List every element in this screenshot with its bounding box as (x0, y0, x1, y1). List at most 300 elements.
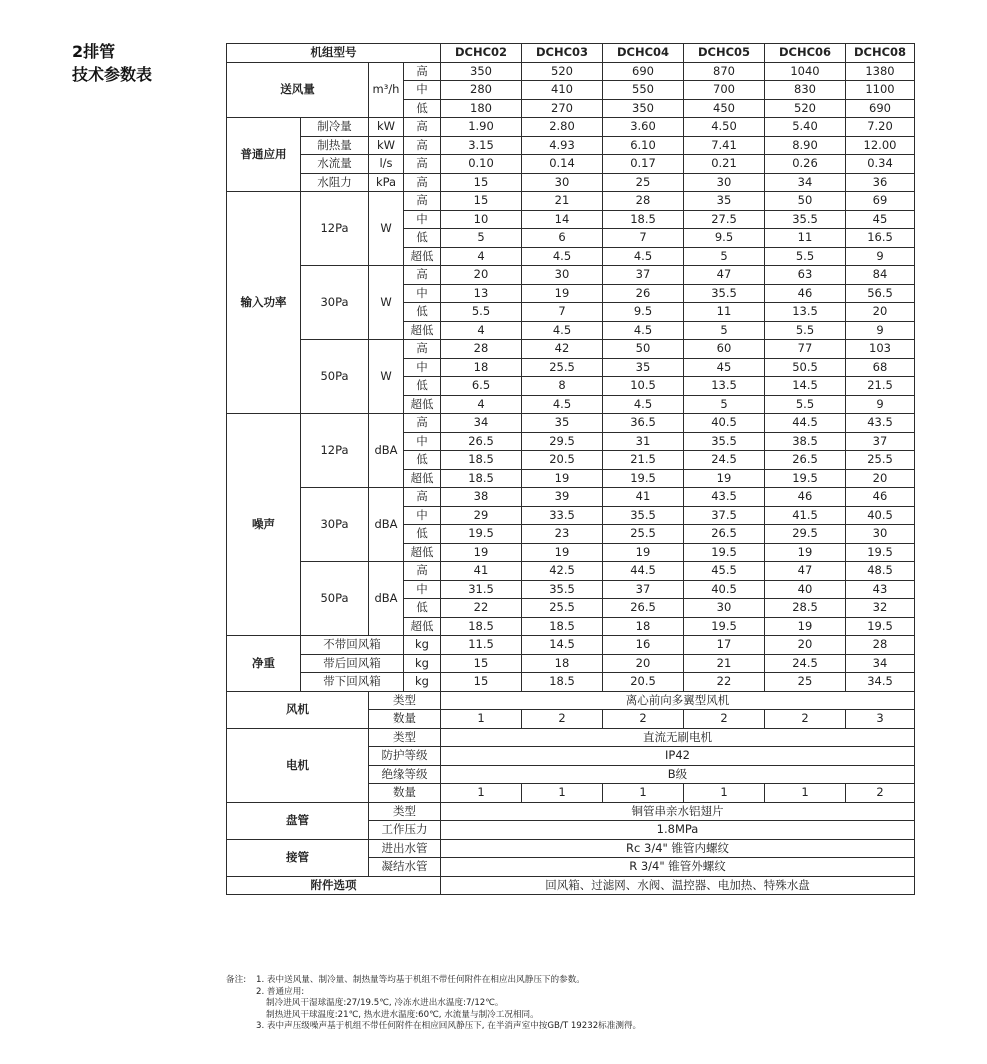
speed-cell: 高 (404, 173, 441, 192)
item-cell: 工作压力 (369, 821, 441, 840)
value-cell: 29 (441, 506, 522, 525)
value-cell: 19 (441, 543, 522, 562)
value-cell: 40 (765, 580, 846, 599)
value-cell: 20 (765, 636, 846, 655)
notes (226, 975, 641, 1033)
speed-cell: 高 (404, 192, 441, 211)
item-cell: 不带回风箱 (301, 636, 404, 655)
value-cell: 30 (522, 173, 603, 192)
value-cell: 29.5 (522, 432, 603, 451)
value-cell: 690 (846, 99, 915, 118)
value-cell: 16 (603, 636, 684, 655)
value-cell: 2 (603, 710, 684, 729)
value-cell: 7 (603, 229, 684, 248)
value-cell: 15 (441, 673, 522, 692)
value-cell: 20 (846, 469, 915, 488)
value-cell: 5.40 (765, 118, 846, 137)
options-value: 回风箱、过滤网、水阀、温控器、电加热、特殊水盘 (441, 876, 915, 895)
general-label: 普通应用 (227, 118, 301, 192)
value-cell: 13.5 (765, 303, 846, 322)
speed-cell: 低 (404, 303, 441, 322)
value-cell: 50 (603, 340, 684, 359)
model-header: DCHC02 (441, 44, 522, 63)
value-cell: 9.5 (603, 303, 684, 322)
unit-cell: kg (404, 673, 441, 692)
value-cell: 1 (684, 784, 765, 803)
value-cell: 3.60 (603, 118, 684, 137)
value-cell: 46 (846, 488, 915, 507)
value-cell: 19.5 (846, 543, 915, 562)
value-cell: 450 (684, 99, 765, 118)
value-cell: 30 (846, 525, 915, 544)
value-cell: 1 (765, 784, 846, 803)
value-cell: 20 (846, 303, 915, 322)
unit-cell: l/s (369, 155, 404, 174)
fan-label: 风机 (227, 691, 369, 728)
options-label: 附件选项 (227, 876, 441, 895)
spec-table (226, 43, 915, 895)
value-cell: 40.5 (684, 414, 765, 433)
motor-insulation-value: B级 (441, 765, 915, 784)
speed-cell: 低 (404, 229, 441, 248)
value-cell: 25.5 (846, 451, 915, 470)
value-cell: 45.5 (684, 562, 765, 581)
value-cell: 11.5 (441, 636, 522, 655)
value-cell: 280 (441, 81, 522, 100)
table-row (227, 488, 915, 507)
value-cell: 38 (441, 488, 522, 507)
value-cell: 4.93 (522, 136, 603, 155)
unit-cell: kW (369, 136, 404, 155)
value-cell: 68 (846, 358, 915, 377)
value-cell: 28.5 (765, 599, 846, 618)
value-cell: 520 (765, 99, 846, 118)
value-cell: 4.5 (603, 395, 684, 414)
value-cell: 11 (765, 229, 846, 248)
value-cell: 0.14 (522, 155, 603, 174)
value-cell: 24.5 (684, 451, 765, 470)
value-cell: 1380 (846, 62, 915, 81)
note-2: 2. 普通应用: (256, 986, 305, 997)
speed-cell: 中 (404, 580, 441, 599)
value-cell: 34 (765, 173, 846, 192)
pressure-cell: 50Pa (301, 340, 369, 414)
item-cell: 进出水管 (369, 839, 441, 858)
value-cell: 18 (441, 358, 522, 377)
speed-cell: 超低 (404, 469, 441, 488)
value-cell: 20.5 (522, 451, 603, 470)
value-cell: 19.5 (846, 617, 915, 636)
value-cell: 5 (441, 229, 522, 248)
value-cell: 410 (522, 81, 603, 100)
value-cell: 4.5 (603, 247, 684, 266)
value-cell: 7.41 (684, 136, 765, 155)
speed-cell: 超低 (404, 321, 441, 340)
value-cell: 13 (441, 284, 522, 303)
unit-cell: W (369, 266, 404, 340)
value-cell: 870 (684, 62, 765, 81)
item-cell: 绝缘等级 (369, 765, 441, 784)
value-cell: 44.5 (765, 414, 846, 433)
item-cell: 制热量 (301, 136, 369, 155)
value-cell: 25 (603, 173, 684, 192)
value-cell: 103 (846, 340, 915, 359)
value-cell: 19.5 (684, 617, 765, 636)
value-cell: 30 (684, 599, 765, 618)
item-cell: 制冷量 (301, 118, 369, 137)
unit-cell: kg (404, 636, 441, 655)
value-cell: 25 (765, 673, 846, 692)
value-cell: 17 (684, 636, 765, 655)
value-cell: 1 (441, 710, 522, 729)
value-cell: 46 (765, 488, 846, 507)
value-cell: 40.5 (846, 506, 915, 525)
value-cell: 20 (441, 266, 522, 285)
item-cell: 数量 (369, 784, 441, 803)
value-cell: 700 (684, 81, 765, 100)
value-cell: 15 (441, 654, 522, 673)
table-row (227, 192, 915, 211)
value-cell: 35.5 (684, 432, 765, 451)
value-cell: 47 (684, 266, 765, 285)
value-cell: 32 (846, 599, 915, 618)
value-cell: 36 (846, 173, 915, 192)
value-cell: 26.5 (765, 451, 846, 470)
model-header: DCHC03 (522, 44, 603, 63)
value-cell: 28 (441, 340, 522, 359)
value-cell: 22 (684, 673, 765, 692)
value-cell: 5 (684, 321, 765, 340)
coil-pressure-value: 1.8MPa (441, 821, 915, 840)
table-row (227, 802, 915, 821)
value-cell: 4.5 (522, 321, 603, 340)
table-row (227, 654, 915, 673)
value-cell: 8 (522, 377, 603, 396)
fan-type-value: 离心前向多翼型风机 (441, 691, 915, 710)
speed-cell: 高 (404, 266, 441, 285)
weight-label: 净重 (227, 636, 301, 692)
value-cell: 26.5 (441, 432, 522, 451)
model-header: DCHC06 (765, 44, 846, 63)
value-cell: 28 (846, 636, 915, 655)
value-cell: 19 (522, 469, 603, 488)
value-cell: 43 (846, 580, 915, 599)
value-cell: 30 (522, 266, 603, 285)
value-cell: 5.5 (765, 395, 846, 414)
value-cell: 19.5 (765, 469, 846, 488)
value-cell: 18.5 (441, 617, 522, 636)
unit-cell: kPa (369, 173, 404, 192)
unit-cell: dBA (369, 414, 404, 488)
item-cell: 凝结水管 (369, 858, 441, 877)
value-cell: 35.5 (522, 580, 603, 599)
value-cell: 6 (522, 229, 603, 248)
value-cell: 43.5 (684, 488, 765, 507)
value-cell: 16.5 (846, 229, 915, 248)
note-2b: 制热进风干球温度:21℃, 热水进水温度:60℃, 水流量与制冷工况相同。 (266, 1009, 539, 1020)
value-cell: 18.5 (522, 617, 603, 636)
table-row (227, 414, 915, 433)
table-row (227, 62, 915, 81)
value-cell: 43.5 (846, 414, 915, 433)
value-cell: 9 (846, 321, 915, 340)
value-cell: 41 (441, 562, 522, 581)
value-cell: 10.5 (603, 377, 684, 396)
speed-cell: 高 (404, 136, 441, 155)
value-cell: 35 (603, 358, 684, 377)
table-row (227, 636, 915, 655)
value-cell: 2 (846, 784, 915, 803)
noise-label: 噪声 (227, 414, 301, 636)
value-cell: 37 (603, 580, 684, 599)
value-cell: 2 (765, 710, 846, 729)
value-cell: 14.5 (522, 636, 603, 655)
value-cell: 0.34 (846, 155, 915, 174)
value-cell: 4 (441, 321, 522, 340)
unit-cell: dBA (369, 562, 404, 636)
item-cell: 类型 (369, 802, 441, 821)
value-cell: 47 (765, 562, 846, 581)
value-cell: 34.5 (846, 673, 915, 692)
value-cell: 19 (522, 284, 603, 303)
value-cell: 25.5 (522, 358, 603, 377)
value-cell: 56.5 (846, 284, 915, 303)
value-cell: 18.5 (522, 673, 603, 692)
value-cell: 18 (522, 654, 603, 673)
value-cell: 350 (441, 62, 522, 81)
item-cell: 水阻力 (301, 173, 369, 192)
value-cell: 2 (684, 710, 765, 729)
value-cell: 5 (684, 395, 765, 414)
pipe-drain-value: R 3/4" 锥管外螺纹 (441, 858, 915, 877)
value-cell: 18.5 (441, 469, 522, 488)
value-cell: 35 (684, 192, 765, 211)
value-cell: 12.00 (846, 136, 915, 155)
table-row (227, 728, 915, 747)
value-cell: 13.5 (684, 377, 765, 396)
value-cell: 19.5 (684, 543, 765, 562)
value-cell: 350 (603, 99, 684, 118)
value-cell: 5 (684, 247, 765, 266)
value-cell: 21.5 (603, 451, 684, 470)
table-row (227, 266, 915, 285)
value-cell: 0.10 (441, 155, 522, 174)
table-row (227, 173, 915, 192)
speed-cell: 超低 (404, 247, 441, 266)
value-cell: 520 (522, 62, 603, 81)
value-cell: 15 (441, 192, 522, 211)
value-cell: 19 (684, 469, 765, 488)
value-cell: 42 (522, 340, 603, 359)
value-cell: 10 (441, 210, 522, 229)
title-line-1: 2排管 (72, 42, 116, 61)
value-cell: 39 (522, 488, 603, 507)
unit-cell: dBA (369, 488, 404, 562)
speed-cell: 低 (404, 451, 441, 470)
speed-cell: 低 (404, 525, 441, 544)
unit-cell: W (369, 340, 404, 414)
value-cell: 19 (765, 617, 846, 636)
value-cell: 41 (603, 488, 684, 507)
value-cell: 270 (522, 99, 603, 118)
speed-cell: 中 (404, 358, 441, 377)
value-cell: 180 (441, 99, 522, 118)
value-cell: 69 (846, 192, 915, 211)
value-cell: 23 (522, 525, 603, 544)
value-cell: 34 (441, 414, 522, 433)
speed-cell: 中 (404, 284, 441, 303)
unit-cell: W (369, 192, 404, 266)
value-cell: 35.5 (684, 284, 765, 303)
value-cell: 37 (603, 266, 684, 285)
value-cell: 36.5 (603, 414, 684, 433)
pressure-cell: 50Pa (301, 562, 369, 636)
speed-cell: 高 (404, 340, 441, 359)
speed-cell: 中 (404, 210, 441, 229)
value-cell: 1.90 (441, 118, 522, 137)
value-cell: 1 (522, 784, 603, 803)
table-row (227, 340, 915, 359)
value-cell: 30 (684, 173, 765, 192)
value-cell: 21 (522, 192, 603, 211)
value-cell: 1040 (765, 62, 846, 81)
notes-label: 备注: (226, 975, 247, 985)
value-cell: 4 (441, 247, 522, 266)
unit-cell: kW (369, 118, 404, 137)
value-cell: 3 (846, 710, 915, 729)
motor-ip-value: IP42 (441, 747, 915, 766)
value-cell: 2.80 (522, 118, 603, 137)
value-cell: 37.5 (684, 506, 765, 525)
speed-cell: 超低 (404, 395, 441, 414)
speed-cell: 高 (404, 562, 441, 581)
speed-cell: 高 (404, 118, 441, 137)
value-cell: 31 (603, 432, 684, 451)
note-1: 1. 表中送风量、制冷量、制热量等均基于机组不带任何附件在相应出风静压下的参数。 (256, 975, 585, 985)
value-cell: 1 (603, 784, 684, 803)
item-cell: 防护等级 (369, 747, 441, 766)
value-cell: 14.5 (765, 377, 846, 396)
value-cell: 4.5 (603, 321, 684, 340)
value-cell: 4.5 (522, 395, 603, 414)
value-cell: 33.5 (522, 506, 603, 525)
pressure-cell: 30Pa (301, 488, 369, 562)
pipe-inlet-value: Rc 3/4" 锥管内螺纹 (441, 839, 915, 858)
value-cell: 4.50 (684, 118, 765, 137)
value-cell: 50.5 (765, 358, 846, 377)
value-cell: 84 (846, 266, 915, 285)
value-cell: 40.5 (684, 580, 765, 599)
table-row (227, 155, 915, 174)
value-cell: 26.5 (684, 525, 765, 544)
value-cell: 5.5 (765, 247, 846, 266)
model-header-label: 机组型号 (227, 44, 441, 63)
value-cell: 60 (684, 340, 765, 359)
pressure-cell: 12Pa (301, 414, 369, 488)
value-cell: 46 (765, 284, 846, 303)
coil-type-value: 铜管串亲水铝翅片 (441, 802, 915, 821)
value-cell: 2 (522, 710, 603, 729)
value-cell: 5.5 (441, 303, 522, 322)
value-cell: 18 (603, 617, 684, 636)
title-line-2: 技术参数表 (72, 65, 153, 84)
note-2a: 制冷进风干湿球温度:27/19.5℃, 冷冻水进出水温度:7/12℃。 (266, 998, 504, 1008)
value-cell: 4.5 (522, 247, 603, 266)
value-cell: 15 (441, 173, 522, 192)
value-cell: 19 (765, 543, 846, 562)
model-header: DCHC05 (684, 44, 765, 63)
value-cell: 550 (603, 81, 684, 100)
value-cell: 26.5 (603, 599, 684, 618)
speed-cell: 高 (404, 62, 441, 81)
value-cell: 44.5 (603, 562, 684, 581)
value-cell: 77 (765, 340, 846, 359)
value-cell: 6.10 (603, 136, 684, 155)
item-cell: 数量 (369, 710, 441, 729)
table-row (227, 673, 915, 692)
value-cell: 21.5 (846, 377, 915, 396)
value-cell: 830 (765, 81, 846, 100)
motor-type-value: 直流无刷电机 (441, 728, 915, 747)
value-cell: 28 (603, 192, 684, 211)
value-cell: 14 (522, 210, 603, 229)
item-cell: 带后回风箱 (301, 654, 404, 673)
speed-cell: 中 (404, 506, 441, 525)
pressure-cell: 30Pa (301, 266, 369, 340)
power-label: 输入功率 (227, 192, 301, 414)
value-cell: 20.5 (603, 673, 684, 692)
speed-cell: 高 (404, 155, 441, 174)
pressure-cell: 12Pa (301, 192, 369, 266)
table-row (227, 876, 915, 895)
table-row (227, 562, 915, 581)
speed-cell: 低 (404, 599, 441, 618)
value-cell: 34 (846, 654, 915, 673)
value-cell: 7 (522, 303, 603, 322)
value-cell: 29.5 (765, 525, 846, 544)
value-cell: 9.5 (684, 229, 765, 248)
value-cell: 41.5 (765, 506, 846, 525)
table-row (227, 44, 915, 63)
value-cell: 0.17 (603, 155, 684, 174)
unit-cell: kg (404, 654, 441, 673)
value-cell: 20 (603, 654, 684, 673)
speed-cell: 低 (404, 99, 441, 118)
value-cell: 26 (603, 284, 684, 303)
value-cell: 63 (765, 266, 846, 285)
value-cell: 22 (441, 599, 522, 618)
value-cell: 35.5 (765, 210, 846, 229)
value-cell: 48.5 (846, 562, 915, 581)
speed-cell: 高 (404, 488, 441, 507)
value-cell: 4 (441, 395, 522, 414)
speed-cell: 中 (404, 81, 441, 100)
value-cell: 25.5 (603, 525, 684, 544)
item-cell: 类型 (369, 728, 441, 747)
value-cell: 3.15 (441, 136, 522, 155)
value-cell: 19 (522, 543, 603, 562)
value-cell: 1100 (846, 81, 915, 100)
value-cell: 45 (846, 210, 915, 229)
value-cell: 37 (846, 432, 915, 451)
value-cell: 18.5 (441, 451, 522, 470)
value-cell: 0.21 (684, 155, 765, 174)
value-cell: 21 (684, 654, 765, 673)
value-cell: 27.5 (684, 210, 765, 229)
table-row (227, 136, 915, 155)
value-cell: 11 (684, 303, 765, 322)
value-cell: 690 (603, 62, 684, 81)
